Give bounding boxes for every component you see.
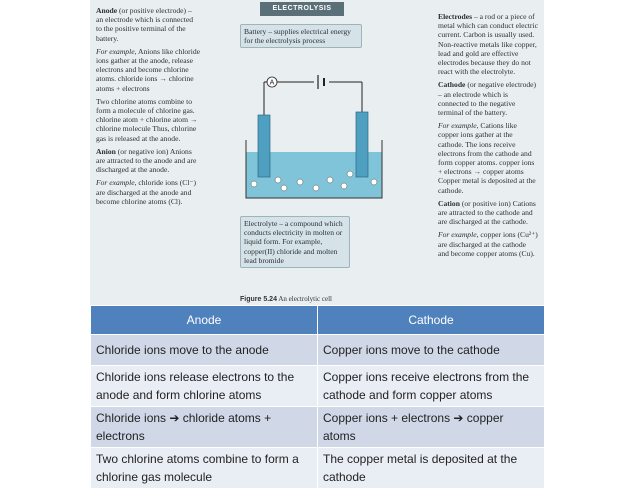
- figure-title: ELECTROLYSIS: [260, 2, 344, 16]
- anode-more: Two chlorine atoms combine to form a molecule of chlorine gas. chlorine atom + chlorine atom → chlorine molecule Thus, chlorine gas is released at the anode.: [96, 96, 198, 143]
- cathode-definition: Cathode (or negative electrode) – an electrode which is connected to the negative terminal of the battery.: [438, 80, 537, 118]
- table-cell: Chloride ions ➔ chloride atoms + electrons: [91, 407, 318, 448]
- electrodes-definition: Electrodes – a rod or a piece of metal which can conduct electric current. Carbon is usually used. Non-reactive metals like copper, lead and gold are effective electrodes because they do not react with the electrolyte.: [438, 12, 538, 77]
- cathode-example: For example, Cations like copper ions gather at the cathode. The ions receive electrons from the cathode and form copper atoms. copper ions + electrons → copper atoms Copper metal is deposited at the cathode.: [438, 121, 536, 195]
- table-row: [91, 448, 545, 489]
- anode-term: Anode: [96, 6, 118, 15]
- cation-term: Cation: [438, 198, 460, 208]
- table-cell: Chloride ions move to the anode: [91, 335, 318, 366]
- cation-definition: Cation (or positive ion) Cations are attracted to the cathode and are discharged at the cathode.: [438, 198, 536, 227]
- anode-definition: Anode (or positive electrode) – an electrode which is connected to the positive terminal of the battery.: [96, 6, 193, 43]
- anion-term: Anion: [96, 146, 116, 156]
- table-cell: Copper ions move to the cathode: [318, 335, 545, 366]
- table-row: [91, 407, 545, 448]
- anode-electrode: [258, 115, 270, 177]
- electrolytic-cell-diagram: [234, 70, 424, 210]
- electrolysis-figure: [90, 0, 544, 305]
- cathode-electrode: [356, 112, 368, 177]
- anion-example: For example, chloride ions (Cl⁻) are discharged at the anode and become chlorine atoms (Cl).: [96, 178, 196, 206]
- table-cell: The copper metal is deposited at the cathode: [318, 448, 545, 489]
- table-row: [91, 366, 545, 407]
- electrodes-term: Electrodes: [438, 12, 473, 21]
- comparison-table: [90, 305, 545, 489]
- cathode-term: Cathode: [438, 80, 466, 90]
- ammeter-symbol: A: [269, 79, 275, 87]
- table-row: [91, 335, 545, 366]
- table-cell: Copper ions receive electrons from the cathode and form copper atoms: [318, 366, 545, 407]
- anion-definition: Anion (or negative ion) Anions are attracted to the anode and are discharged at the anode.: [96, 146, 197, 175]
- header-cathode: Cathode: [318, 306, 545, 335]
- table-cell: Chloride ions release electrons to the anode and form chlorine atoms: [91, 366, 318, 407]
- left-column: [96, 6, 200, 210]
- table-header-row: [91, 306, 545, 335]
- header-anode: Anode: [91, 306, 318, 335]
- table-cell: Copper ions + electrons ➔ copper atoms: [318, 407, 545, 448]
- electrolyte-callout: Electrolyte – a compound which conducts electricity in molten or liquid form. For example, copper(II) chloride and molten lead bromide: [240, 216, 350, 268]
- battery-callout: Battery – supplies electrical energy for the electrolysis process: [240, 24, 362, 48]
- anode-example: For example, Anions like chloride ions gather at the anode, release electrons and become chlorine atoms. chloride ions → chlorine atoms + electrons: [96, 46, 200, 93]
- figure-caption: Figure 5.24 An electrolytic cell: [240, 295, 332, 303]
- right-column: [438, 12, 538, 262]
- cation-example: For example, copper ions (Cu²⁺) are discharged at the cathode and become copper atoms (Cu).: [438, 230, 538, 258]
- table-cell: Two chlorine atoms combine to form a chlorine gas molecule: [91, 448, 318, 489]
